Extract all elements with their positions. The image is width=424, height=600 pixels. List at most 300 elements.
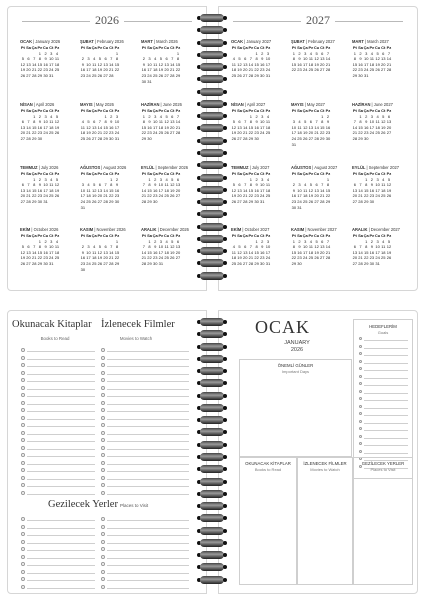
coil-ring (200, 502, 224, 510)
day-cell: 29 (37, 72, 43, 78)
list-checkbox[interactable] (101, 416, 105, 420)
list-line (107, 479, 189, 480)
list-line (107, 396, 189, 397)
weekday-label: Ça (152, 233, 158, 238)
list-checkbox[interactable] (21, 540, 25, 544)
day-cell: 13 (91, 124, 97, 130)
weekday-label: Pe (158, 171, 164, 176)
day-cell: 14 (248, 61, 254, 67)
list-line (27, 528, 95, 529)
coil-ring (200, 186, 224, 194)
list-checkbox[interactable] (21, 431, 25, 435)
binding-hole (223, 77, 227, 81)
list-checkbox[interactable] (21, 570, 25, 574)
list-checkbox[interactable] (101, 476, 105, 480)
goal-checkbox[interactable] (359, 337, 362, 340)
goal-checkbox[interactable] (359, 345, 362, 348)
weekday-label: Pt (291, 171, 296, 176)
list-line (27, 471, 95, 472)
day-cell: 22 (248, 130, 254, 136)
day-cell: 26 (20, 72, 26, 78)
day-cell: 14 (141, 187, 147, 193)
day-cell: 29 (352, 72, 358, 78)
binding-hole (223, 529, 227, 533)
month-name-tr: HAZİRAN (352, 102, 371, 107)
list-line (107, 494, 189, 495)
books-subheading: Books to Read (40, 336, 70, 341)
day-cell: 31 (80, 204, 86, 210)
spiral-coil (197, 272, 227, 280)
day-cell: 21 (109, 67, 114, 73)
coil-ring (200, 379, 224, 387)
month-block-9 (141, 165, 188, 205)
week-row (141, 261, 189, 267)
goal-checkbox[interactable] (359, 352, 362, 355)
day-cell: 23 (141, 72, 147, 78)
day-cell: 25 (164, 193, 169, 199)
goal-checkbox[interactable] (359, 442, 362, 445)
coil-ring (200, 330, 224, 338)
goal-checkbox[interactable] (359, 360, 362, 363)
day-cell: 31 (49, 72, 54, 78)
list-checkbox[interactable] (21, 378, 25, 382)
coil-ring (200, 551, 224, 559)
weekday-label: Ct (381, 45, 386, 50)
day-cell: 14 (31, 249, 37, 255)
day-cell: 7 (321, 182, 324, 188)
goal-checkbox[interactable] (359, 435, 362, 438)
coil-ring (200, 563, 224, 571)
day-cell: 4 (154, 56, 157, 62)
list-checkbox[interactable] (21, 401, 25, 405)
day-cell: 29 (254, 72, 259, 78)
day-cell: 24 (260, 193, 265, 199)
weekday-label: Cu (102, 108, 109, 113)
list-checkbox[interactable] (101, 540, 105, 544)
list-checkbox[interactable] (21, 446, 25, 450)
list-checkbox[interactable] (21, 348, 25, 352)
coil-ring (200, 576, 224, 584)
day-cell: 25 (91, 260, 97, 266)
day-cell: 14 (97, 124, 103, 130)
day-cell (386, 73, 392, 79)
day-cell: 18 (91, 67, 97, 73)
day-cell: 17 (302, 249, 308, 255)
goal-checkbox[interactable] (359, 412, 362, 415)
list-checkbox[interactable] (101, 363, 105, 367)
day-cell: 2 (38, 176, 42, 182)
list-checkbox[interactable] (101, 438, 105, 442)
day-cell: 13 (175, 244, 181, 250)
day-cell: 2 (44, 50, 47, 56)
month-block-7 (20, 165, 60, 205)
day-cell: 20 (352, 193, 358, 199)
day-cell: 28 (109, 260, 114, 266)
day-cell: 29 (109, 198, 114, 204)
weekday-label: Pe (37, 45, 43, 50)
day-cell: 6 (104, 56, 107, 62)
coil-ring (200, 404, 224, 412)
day-cell: 28 (26, 135, 31, 141)
list-line (107, 520, 189, 521)
list-line (107, 456, 189, 457)
day-cell: 10 (260, 119, 265, 125)
spiral-coil (197, 392, 227, 400)
list-checkbox[interactable] (21, 438, 25, 442)
list-checkbox[interactable] (101, 532, 105, 536)
day-cell: 1 (365, 176, 368, 182)
list-checkbox[interactable] (101, 491, 105, 495)
day-cell: 19 (386, 187, 392, 193)
weekday-label: Ça (152, 171, 158, 176)
list-line (27, 396, 95, 397)
weekday-label: Sa (86, 171, 91, 176)
day-cell: 1 (249, 113, 253, 119)
weekday-label: Ça (302, 171, 308, 176)
list-checkbox[interactable] (21, 476, 25, 480)
day-cell: 18 (297, 130, 302, 136)
day-cell: 26 (164, 130, 169, 136)
day-cell: 13 (26, 249, 31, 255)
coil-ring (200, 26, 224, 34)
list-checkbox[interactable] (101, 517, 105, 521)
goal-checkbox[interactable] (359, 367, 362, 370)
day-cell: 26 (237, 260, 242, 266)
list-line (107, 535, 189, 536)
list-checkbox[interactable] (21, 483, 25, 487)
day-cell: 9 (261, 244, 264, 250)
day-cell: 30 (325, 135, 331, 141)
weekday-label: Sa (26, 45, 31, 50)
weekday-label: Pz (54, 233, 60, 238)
day-cell: 6 (98, 182, 102, 188)
day-cell: 27 (26, 260, 31, 266)
list-checkbox[interactable] (101, 386, 105, 390)
list-checkbox[interactable] (101, 461, 105, 465)
weekday-label: Cu (313, 233, 320, 238)
day-cell: 23 (297, 67, 302, 73)
day-cell: 3 (266, 238, 270, 244)
weekday-label: Cu (163, 45, 170, 50)
list-checkbox[interactable] (21, 453, 25, 457)
day-cell: 24 (302, 67, 308, 73)
list-checkbox[interactable] (21, 491, 25, 495)
day-cell: 21 (358, 255, 363, 261)
day-cell: 28 (141, 260, 147, 266)
list-line (27, 520, 95, 521)
day-cell: 13 (352, 187, 358, 193)
binding-hole (223, 541, 227, 545)
weekday-label: Pz (114, 45, 120, 50)
list-checkbox[interactable] (101, 453, 105, 457)
weekday-label: Cu (253, 171, 260, 176)
day-cell: 30 (37, 198, 43, 204)
day-cell: 21 (320, 193, 325, 199)
day-cell: 26 (86, 135, 91, 141)
day-cell: 18 (152, 67, 158, 73)
goal-line (364, 363, 408, 364)
month-block-title (141, 165, 188, 170)
goal-checkbox[interactable] (359, 390, 362, 393)
weekday-label: Pt (80, 171, 85, 176)
list-checkbox[interactable] (21, 461, 25, 465)
weekday-label: Pz (114, 233, 120, 238)
day-cell: 24 (49, 67, 54, 73)
day-cell: 4 (93, 244, 96, 250)
day-cell: 30 (254, 198, 259, 204)
day-cell: 31 (265, 72, 271, 78)
day-cell: 25 (86, 198, 91, 204)
list-checkbox[interactable] (101, 547, 105, 551)
day-cell: 30 (260, 260, 265, 266)
list-checkbox[interactable] (101, 423, 105, 427)
goal-checkbox[interactable] (359, 420, 362, 423)
weekday-label: Ça (152, 45, 158, 50)
goal-checkbox[interactable] (359, 405, 362, 408)
day-cell: 21 (26, 130, 31, 136)
day-cell: 27 (175, 193, 181, 199)
day-cell: 3 (266, 50, 270, 56)
day-cell: 4 (309, 50, 313, 56)
list-line (27, 404, 95, 405)
month-name-tr: TEMMUZ (20, 165, 38, 170)
weekday-label: Pt (80, 45, 85, 50)
binding-hole (223, 90, 227, 94)
weekday-label: Ça (302, 45, 308, 50)
day-cell (325, 261, 331, 267)
weekday-label: Pe (248, 171, 254, 176)
day-cell: 7 (244, 119, 247, 125)
list-checkbox[interactable] (101, 378, 105, 382)
list-checkbox[interactable] (101, 525, 105, 529)
day-cell: 8 (148, 244, 151, 250)
list-checkbox[interactable] (101, 408, 105, 412)
day-cell: 28 (170, 72, 175, 78)
spiral-coil (197, 355, 227, 363)
goal-checkbox[interactable] (359, 427, 362, 430)
month-name-en: | July 2026 (37, 165, 59, 170)
day-cell: 9 (38, 182, 42, 188)
weekday-label: Pz (54, 45, 60, 50)
spiral-coil (197, 551, 227, 559)
list-checkbox[interactable] (21, 562, 25, 566)
day-cell: 9 (292, 187, 295, 193)
day-cell: 30 (260, 72, 265, 78)
day-cell: 5 (98, 244, 102, 250)
list-checkbox[interactable] (101, 446, 105, 450)
weekday-label: Cu (163, 233, 170, 238)
day-cell: 7 (244, 182, 247, 188)
month-name-tr: EKİM (231, 227, 242, 232)
list-checkbox[interactable] (21, 532, 25, 536)
day-cell: 17 (147, 67, 152, 73)
weekday-label: Ça (242, 108, 248, 113)
list-checkbox[interactable] (21, 371, 25, 375)
day-cell: 30 (369, 260, 375, 266)
list-line (27, 449, 95, 450)
day-cell: 22 (325, 193, 331, 199)
day-cell (54, 136, 60, 142)
day-cell: 8 (104, 119, 107, 125)
day-cell: 18 (231, 67, 237, 73)
day-cell: 30 (291, 204, 297, 210)
day-cell: 5 (376, 50, 379, 56)
weekday-label: Ct (170, 108, 175, 113)
day-cell: 9 (81, 249, 84, 255)
month-block-12 (141, 227, 189, 267)
day-cell: 26 (97, 260, 103, 266)
month-name-tr: MART (141, 39, 153, 44)
weekday-label: Pt (231, 45, 236, 50)
list-checkbox[interactable] (21, 517, 25, 521)
day-cell: 3 (115, 113, 119, 119)
day-cell: 25 (231, 72, 237, 78)
month-block-title (352, 165, 399, 170)
list-checkbox[interactable] (101, 562, 105, 566)
list-checkbox[interactable] (21, 416, 25, 420)
list-checkbox[interactable] (101, 570, 105, 574)
day-cell: 29 (358, 135, 363, 141)
list-checkbox[interactable] (21, 585, 25, 589)
weekday-label: Pe (308, 45, 314, 50)
day-cell: 10 (260, 182, 265, 188)
day-cell: 7 (326, 238, 330, 244)
day-cell: 16 (147, 124, 152, 130)
goal-line (364, 340, 408, 341)
weekday-label: Sa (358, 233, 363, 238)
list-checkbox[interactable] (21, 423, 25, 427)
day-cell: 11 (381, 182, 386, 188)
day-cell: 10 (265, 244, 271, 250)
day-cell: 25 (302, 198, 308, 204)
day-cell: 13 (237, 124, 242, 130)
day-cell: 8 (249, 182, 253, 188)
day-cell: 17 (265, 61, 271, 67)
day-cell: 24 (158, 193, 164, 199)
day-cell: 1 (249, 176, 253, 182)
day-cell: 28 (103, 198, 108, 204)
month-name-en: | March 2027 (363, 39, 389, 44)
list-checkbox[interactable] (101, 356, 105, 360)
binding-hole (223, 467, 227, 471)
goal-checkbox[interactable] (359, 450, 362, 453)
day-cell: 19 (20, 255, 26, 261)
day-cell: 22 (37, 67, 43, 73)
list-checkbox[interactable] (21, 547, 25, 551)
goal-line (364, 415, 408, 416)
day-cell: 31 (114, 135, 120, 141)
day-cell: 29 (175, 72, 181, 78)
weekday-label: Ça (91, 233, 97, 238)
day-cell: 11 (369, 56, 374, 62)
day-cell: 18 (49, 124, 54, 130)
binding-hole (223, 163, 227, 167)
list-checkbox[interactable] (101, 348, 105, 352)
list-checkbox[interactable] (101, 393, 105, 397)
day-cell: 9 (38, 119, 42, 125)
day-cell: 5 (315, 238, 318, 244)
day-cell: 8 (38, 56, 42, 62)
month-year: 2026 (290, 347, 304, 353)
goal-line (364, 423, 408, 424)
weekday-label: Pz (325, 233, 331, 238)
coil-ring (200, 88, 224, 96)
goal-checkbox[interactable] (359, 375, 362, 378)
goal-checkbox[interactable] (359, 397, 362, 400)
day-cell: 22 (141, 130, 147, 136)
list-checkbox[interactable] (101, 371, 105, 375)
weekday-label: Cu (102, 171, 109, 176)
list-checkbox[interactable] (21, 555, 25, 559)
list-checkbox[interactable] (21, 356, 25, 360)
list-checkbox[interactable] (101, 401, 105, 405)
day-cell: 24 (86, 260, 91, 266)
spiral-coil (197, 502, 227, 510)
day-cell: 18 (231, 255, 237, 261)
weekday-label: Pe (37, 108, 43, 113)
weekday-label: Ça (91, 45, 97, 50)
list-checkbox[interactable] (101, 555, 105, 559)
month-block-8 (80, 165, 126, 210)
month-block-12 (352, 227, 400, 267)
day-cell: 26 (237, 72, 242, 78)
day-cell: 13 (308, 124, 314, 130)
list-checkbox[interactable] (21, 468, 25, 472)
list-checkbox[interactable] (21, 363, 25, 367)
coil-ring (200, 112, 224, 120)
day-cell: 30 (147, 135, 152, 141)
list-checkbox[interactable] (101, 577, 105, 581)
day-cell: 25 (297, 135, 302, 141)
weekday-label: Pe (158, 45, 164, 50)
spiral-coil (197, 112, 227, 120)
month-name-tr: AĞUSTOS (291, 165, 312, 170)
day-cell: 6 (238, 182, 241, 188)
day-cell: 1 (110, 176, 113, 182)
day-cell: 14 (386, 56, 392, 62)
list-checkbox[interactable] (101, 585, 105, 589)
day-cell: 18 (381, 187, 386, 193)
list-checkbox[interactable] (101, 468, 105, 472)
day-cell: 19 (302, 130, 308, 136)
day-cell: 10 (86, 61, 91, 67)
day-cell: 26 (170, 255, 175, 261)
binding-hole (223, 261, 227, 265)
day-cell: 6 (238, 119, 241, 125)
day-cell: 22 (254, 67, 259, 73)
goal-checkbox[interactable] (359, 382, 362, 385)
day-cell: 12 (386, 244, 392, 250)
binding-hole (223, 274, 227, 278)
list-checkbox[interactable] (21, 408, 25, 412)
list-checkbox[interactable] (101, 431, 105, 435)
list-checkbox[interactable] (21, 525, 25, 529)
list-line (107, 573, 189, 574)
binding-hole (223, 357, 227, 361)
month-block-10 (20, 227, 60, 267)
list-checkbox[interactable] (21, 386, 25, 390)
day-cell: 18 (86, 193, 91, 199)
spiral-coil (197, 51, 227, 59)
day-cell: 24 (297, 198, 302, 204)
day-cell: 22 (31, 130, 37, 136)
list-checkbox[interactable] (101, 483, 105, 487)
list-checkbox[interactable] (21, 393, 25, 397)
list-checkbox[interactable] (21, 577, 25, 581)
month-name-en: | November 2027 (304, 227, 337, 232)
month-name-en: | June 2026 (159, 102, 182, 107)
coil-ring (200, 51, 224, 59)
